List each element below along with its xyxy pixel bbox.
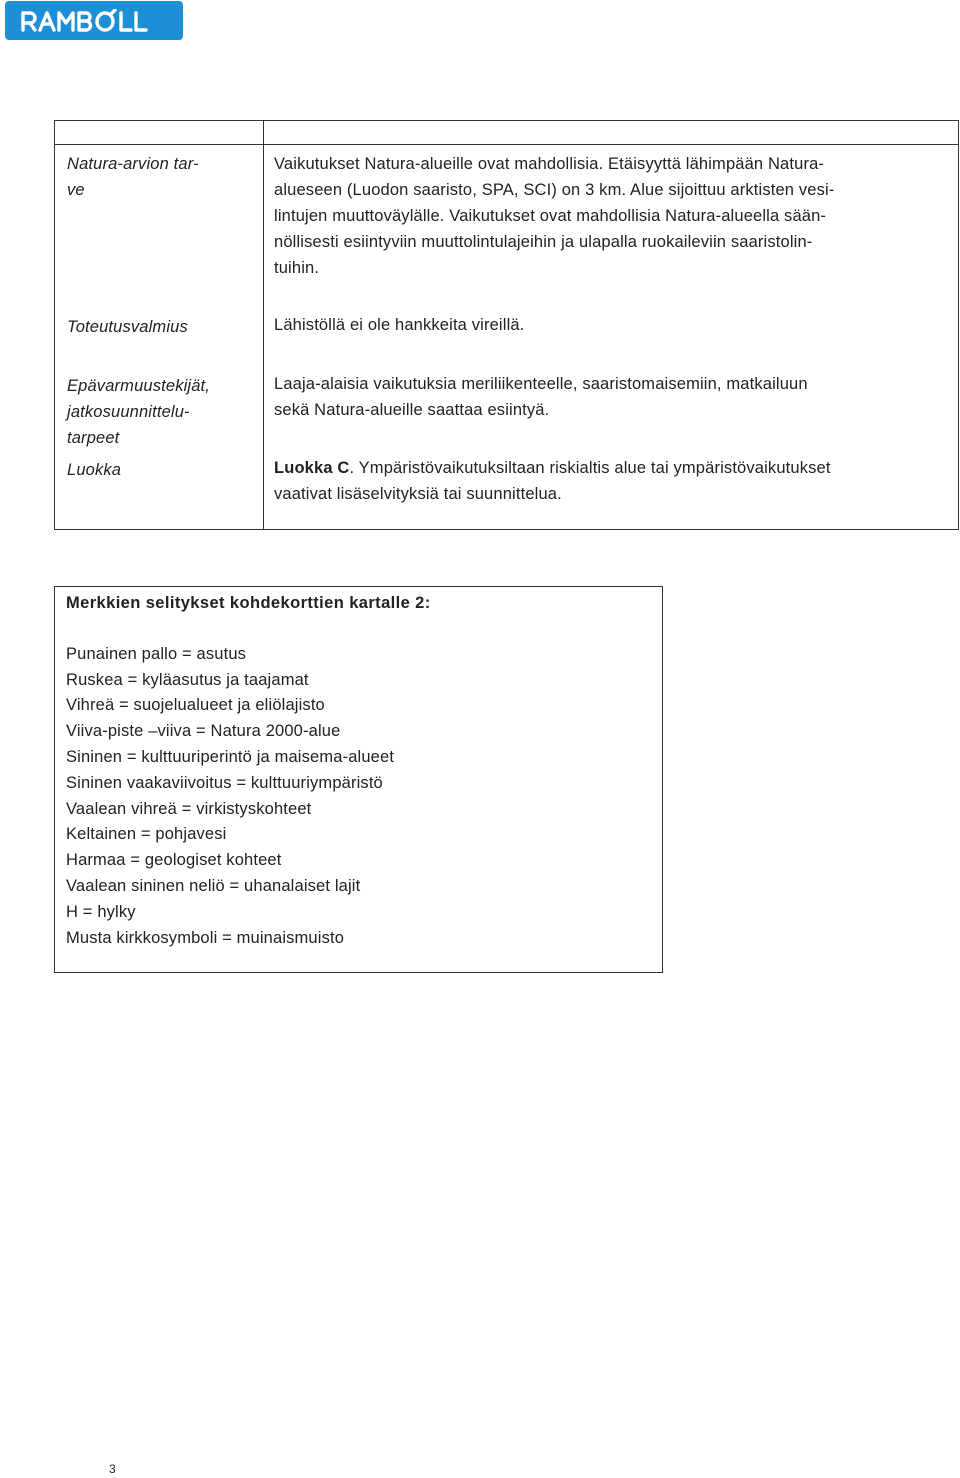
legend-item: Vihreä = suojelualueet ja eliölajisto xyxy=(66,696,325,715)
natura-value-line-1: Vaikutukset Natura-alueille ovat mahdollisia. Etäisyyttä lähimpään Natura- xyxy=(274,155,825,173)
natura-label-line-1: Natura-arvion tar- xyxy=(67,155,199,173)
toteutusvalmius-value: Lähistöllä ei ole hankkeita vireillä. xyxy=(274,316,525,334)
legend-item: Sininen vaakaviivoitus = kulttuuriympäristö xyxy=(66,773,383,792)
spacer-cell-right xyxy=(264,121,959,145)
table-spacer-row xyxy=(55,121,959,145)
label-column xyxy=(55,145,264,530)
map-legend-box xyxy=(54,586,663,973)
legend-item: Vaalean sininen neliö = uhanalaiset lajit xyxy=(66,876,361,895)
toteutusvalmius-label: Toteutusvalmius xyxy=(67,318,188,336)
legend-item: Punainen pallo = asutus xyxy=(66,644,247,663)
epavarmuus-value-line-2: sekä Natura-alueille saattaa esiintyä. xyxy=(274,401,550,419)
luokka-value xyxy=(274,449,948,529)
luokka-class: Luokka C xyxy=(274,459,350,477)
legend-item: H = hylky xyxy=(66,902,136,921)
spacer-cell-left xyxy=(55,121,264,145)
luokka-label: Luokka xyxy=(67,461,122,479)
assessment-table xyxy=(54,120,959,530)
legend-item: Ruskea = kyläasutus ja taajamat xyxy=(66,670,309,689)
natura-label-line-2: ve xyxy=(67,181,85,199)
epavarmuus-label-line-2: jatkosuunnittelu- xyxy=(67,403,190,421)
natura-value-line-3: lintujen muuttoväylälle. Vaikutukset ovat mahdollisia Natura-alueella sään- xyxy=(274,207,827,225)
page-number: 3 xyxy=(109,1462,116,1476)
natura-assessment-label xyxy=(67,145,263,203)
legend-item: Vaalean vihreä = virkistyskohteet xyxy=(66,799,312,818)
legend-item: Sininen = kulttuuriperintö ja maisema-alueet xyxy=(66,747,395,766)
table-body-row xyxy=(55,145,959,530)
epavarmuus-value-line-1: Laaja-alaisia vaikutuksia meriliikenteelle, saaristomaisemiin, matkailuun xyxy=(274,375,808,393)
legend-item: Harmaa = geologiset kohteet xyxy=(66,851,282,870)
luokka-description-line-2: vaativat lisäselvityksiä tai suunnittelua. xyxy=(274,485,562,503)
legend-item: Keltainen = pohjavesi xyxy=(66,825,227,844)
natura-value-line-5: tuihin. xyxy=(274,259,320,277)
epavarmuus-label-line-3: tarpeet xyxy=(67,429,120,447)
natura-value-line-2: alueseen (Luodon saaristo, SPA, SCI) on 3 km. Alue sijoittuu arktisten vesi- xyxy=(274,181,835,199)
natura-assessment-value xyxy=(274,145,948,281)
legend-title: Merkkien selitykset kohdekorttien kartalle 2: xyxy=(66,594,431,612)
natura-value-line-4: nöllisesti esiintyviin muuttolintulajeihin ja ulapalla ruokaileviin saaristolin- xyxy=(274,233,813,251)
legend-list xyxy=(66,642,662,952)
epavarmuus-label xyxy=(67,367,263,451)
luokka-description-line-1: . Ympäristövaikutuksiltaan riskialtis alue tai ympäristövaikutukset xyxy=(349,459,831,477)
ramboll-logo-wordmark xyxy=(19,9,169,33)
ramboll-logo xyxy=(5,1,183,40)
value-column xyxy=(264,145,959,530)
legend-item: Musta kirkkosymboli = muinaismuisto xyxy=(66,928,345,947)
epavarmuus-label-line-1: Epävarmuustekijät, xyxy=(67,377,211,395)
epavarmuus-value xyxy=(274,365,948,423)
legend-item: Viiva-piste –viiva = Natura 2000-alue xyxy=(66,722,341,741)
